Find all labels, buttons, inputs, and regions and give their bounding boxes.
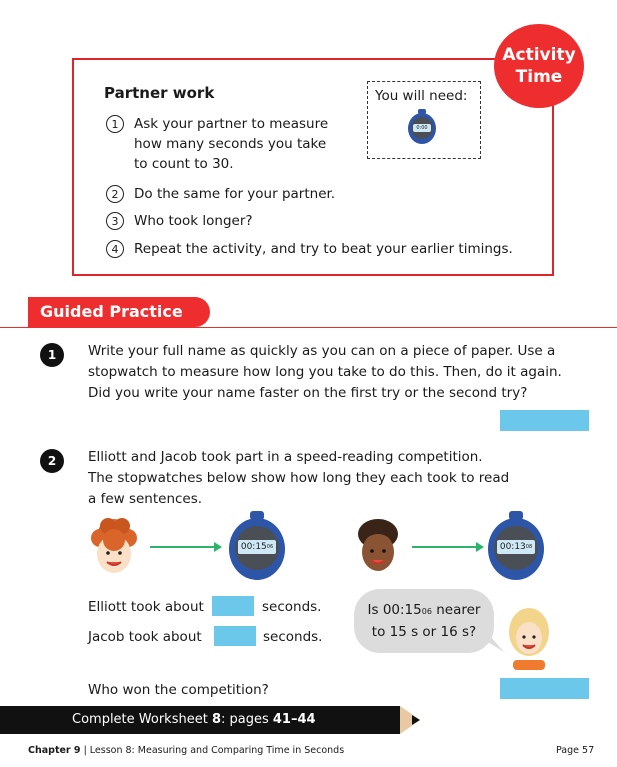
- step-1-line-1: Ask your partner to measure: [134, 116, 329, 132]
- worksheet-mid: : pages: [221, 712, 273, 727]
- jacob-stopwatch-display: [497, 540, 535, 554]
- speech-bubble-tail: [478, 636, 504, 654]
- footer-lesson: | Lesson 8: Measuring and Comparing Time in Seconds: [80, 745, 345, 756]
- arrow-right-icon: [412, 540, 484, 554]
- step-number-4: 4: [106, 240, 124, 258]
- q2-line-3: a few sentences.: [88, 491, 203, 507]
- elliott-face-icon: [80, 516, 148, 582]
- elliott-time: 00:15: [240, 542, 267, 552]
- q1-line-2: stopwatch to measure how long you take to do this. Then, do it again.: [88, 364, 562, 380]
- elliott-took-label: Elliott took about: [88, 599, 204, 615]
- step-number-2: 2: [106, 185, 124, 203]
- guided-practice-divider: [0, 327, 617, 328]
- bubble-line-1: Is 00:1506 nearer: [367, 602, 481, 618]
- bubble-line-2: to 15 s or 16 s?: [371, 624, 477, 640]
- step-3-text: Who took longer?: [134, 213, 253, 229]
- speech-bubble: [354, 589, 494, 653]
- jacob-time-hundredths: 08: [525, 544, 533, 550]
- partner-work-title: Partner work: [104, 84, 215, 102]
- footer-chapter: Chapter 9: [28, 745, 81, 756]
- jacob-seconds-answer-box[interactable]: [214, 626, 256, 646]
- step-1-text: [134, 114, 328, 174]
- worksheet-prefix: Complete Worksheet: [72, 712, 212, 727]
- elliott-stopwatch: [229, 518, 285, 580]
- footer-chapter-lesson: [28, 745, 344, 756]
- badge-line-2: Time: [515, 67, 563, 87]
- jacob-stopwatch: [488, 518, 544, 580]
- worksheet-number: 8: [211, 712, 221, 727]
- jacob-face-icon: [350, 516, 406, 580]
- q2-line-1: Elliott and Jacob took part in a speed-reading competition.: [88, 449, 483, 465]
- stopwatch-display: 0:00: [413, 124, 431, 132]
- elliott-seconds-answer-box[interactable]: [212, 596, 254, 616]
- who-won-answer-box[interactable]: [500, 678, 589, 699]
- elliott-stopwatch-display: [238, 540, 276, 554]
- step-number-1: 1: [106, 115, 124, 133]
- question-2-text: [88, 447, 509, 510]
- badge-line-1: Activity: [502, 45, 576, 65]
- elliott-seconds-label: seconds.: [262, 599, 322, 615]
- you-will-need-label: You will need:: [375, 88, 468, 104]
- worksheet-pages: 41–44: [272, 712, 316, 727]
- jacob-took-label: Jacob took about: [88, 629, 202, 645]
- step-1-line-2: how many seconds you take: [134, 136, 327, 152]
- worksheet-bar: [0, 706, 400, 734]
- elliott-time-hundredths: 06: [266, 544, 274, 550]
- stopwatch-icon: [408, 113, 436, 144]
- activity-time-badge: [494, 24, 584, 108]
- step-1-line-3: to count to 30.: [134, 156, 234, 172]
- pencil-tip-icon: [400, 706, 420, 734]
- question-1-text: [88, 341, 562, 404]
- q1-line-1: Write your full name as quickly as you can on a piece of paper. Use a: [88, 343, 556, 359]
- footer-page-number: Page 57: [556, 745, 595, 756]
- guided-practice-banner: Guided Practice: [28, 297, 210, 327]
- question-number-2: 2: [40, 449, 64, 473]
- girl-face-icon: [505, 606, 553, 670]
- step-number-3: 3: [106, 212, 124, 230]
- arrow-right-icon: [150, 540, 222, 554]
- step-4-text: Repeat the activity, and try to beat your earlier timings.: [134, 241, 513, 257]
- jacob-seconds-label: seconds.: [263, 629, 323, 645]
- q1-line-3: Did you write your name faster on the first try or the second try?: [88, 385, 528, 401]
- q1-answer-box[interactable]: [500, 410, 589, 431]
- question-number-1: 1: [40, 343, 64, 367]
- who-won-question: Who won the competition?: [88, 682, 269, 698]
- jacob-time: 00:13: [499, 542, 526, 552]
- step-2-text: Do the same for your partner.: [134, 186, 336, 202]
- q2-line-2: The stopwatches below show how long they each took to read: [88, 470, 510, 486]
